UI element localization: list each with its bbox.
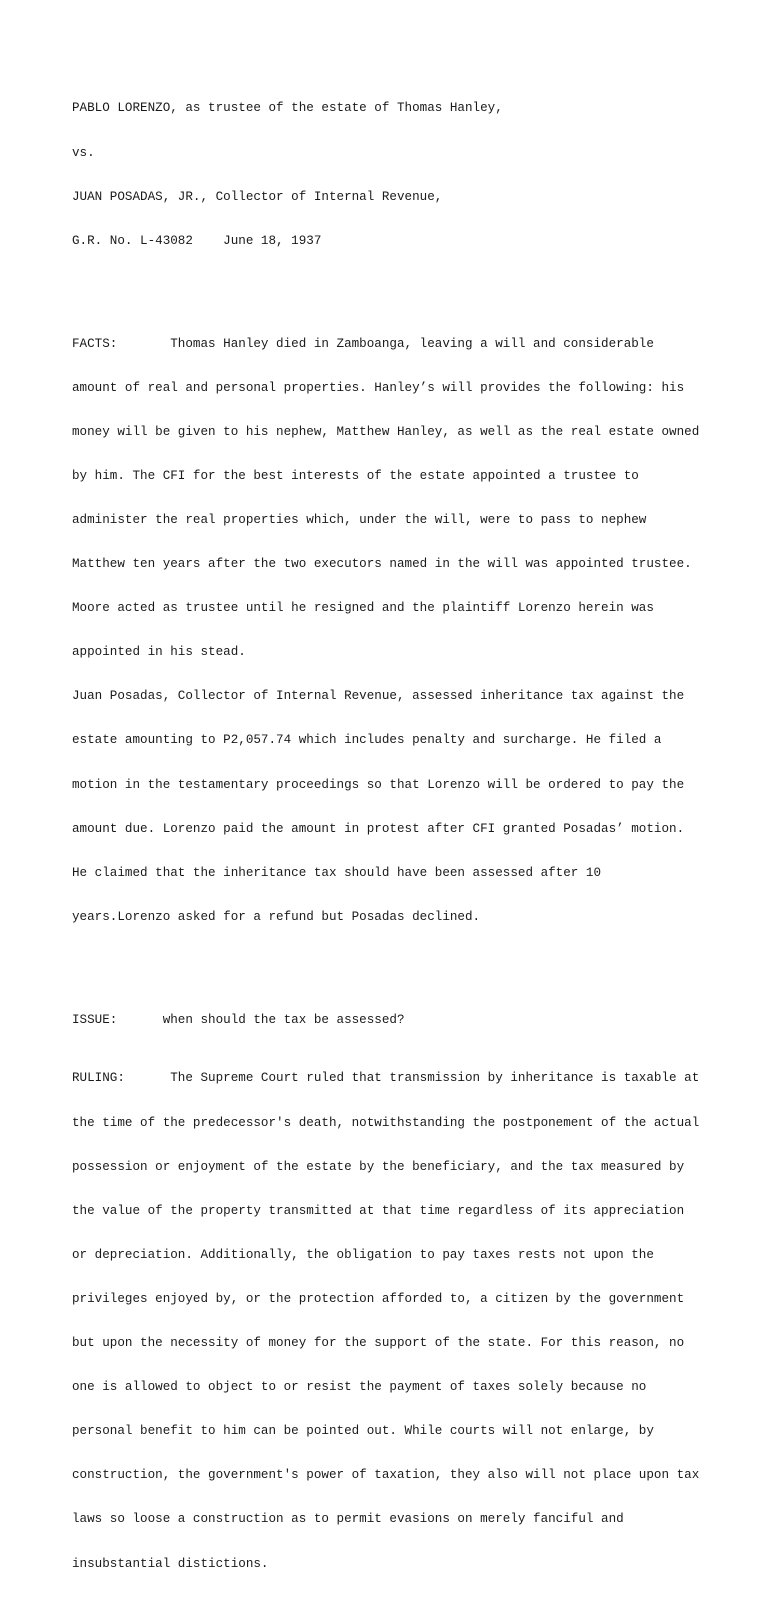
facts-line: amount due. Lorenzo paid the amount in protest after CFI granted Posadas’ motion. — [72, 821, 685, 836]
facts-line: by him. The CFI for the best interests of the estate appointed a trustee to — [72, 468, 639, 483]
case-number-date-line: G.R. No. L-43082 June 18, 1937 — [72, 233, 322, 248]
case-versus-line: vs. — [72, 145, 95, 160]
facts-line: FACTS: Thomas Hanley died in Zamboanga, leaving a will and considerable — [72, 336, 654, 351]
ruling-line: laws so loose a construction as to permit evasions on merely fanciful and — [72, 1512, 624, 1527]
facts-line: Moore acted as trustee until he resigned and the plaintiff Lorenzo herein was — [72, 601, 654, 616]
document-body — [72, 72, 698, 1601]
facts-line: Juan Posadas, Collector of Internal Revenue, assessed inheritance tax against the — [72, 689, 685, 704]
ruling-line: or depreciation. Additionally, the obligation to pay taxes rests not upon the — [72, 1247, 654, 1262]
case-title-line: PABLO LORENZO, as trustee of the estate of Thomas Hanley, — [72, 101, 503, 116]
ruling-line: the time of the predecessor's death, notwithstanding the postponement of the actual — [72, 1115, 700, 1130]
facts-line: motion in the testamentary proceedings so that Lorenzo will be ordered to pay the — [72, 777, 685, 792]
facts-line: money will be given to his nephew, Matthew Hanley, as well as the real estate owned — [72, 424, 700, 439]
ruling-line: RULING: The Supreme Court ruled that transmission by inheritance is taxable at — [72, 1071, 700, 1086]
issue-line: ISSUE: when should the tax be assessed? — [72, 1012, 405, 1027]
ruling-line: but upon the necessity of money for the support of the state. For this reason, no — [72, 1336, 685, 1351]
ruling-line: possession or enjoyment of the estate by the beneficiary, and the tax measured by — [72, 1159, 685, 1174]
ruling-line: insubstantial distictions. — [72, 1556, 269, 1571]
ruling-line: the value of the property transmitted at that time regardless of its appreciation — [72, 1203, 685, 1218]
spacer — [72, 278, 698, 293]
facts-line: Matthew ten years after the two executors named in the will was appointed trustee. — [72, 557, 692, 572]
spacer — [72, 954, 698, 969]
facts-line: He claimed that the inheritance tax should have been assessed after 10 — [72, 865, 602, 880]
case-respondent-line: JUAN POSADAS, JR., Collector of Internal Revenue, — [72, 189, 443, 204]
ruling-line: construction, the government's power of taxation, they also will not place upon tax — [72, 1468, 700, 1483]
ruling-line: one is allowed to object to or resist the payment of taxes solely because no — [72, 1380, 647, 1395]
ruling-line: personal benefit to him can be pointed out. While courts will not enlarge, by — [72, 1424, 654, 1439]
facts-line: administer the real properties which, under the will, were to pass to nephew — [72, 512, 647, 527]
ruling-line: privileges enjoyed by, or the protection afforded to, a citizen by the government — [72, 1291, 685, 1306]
facts-line: amount of real and personal properties. Hanley’s will provides the following: his — [72, 380, 685, 395]
facts-line: years.Lorenzo asked for a refund but Posadas declined. — [72, 909, 481, 924]
facts-line: estate amounting to P2,057.74 which includes penalty and surcharge. He filed a — [72, 733, 662, 748]
facts-line: appointed in his stead. — [72, 645, 246, 660]
